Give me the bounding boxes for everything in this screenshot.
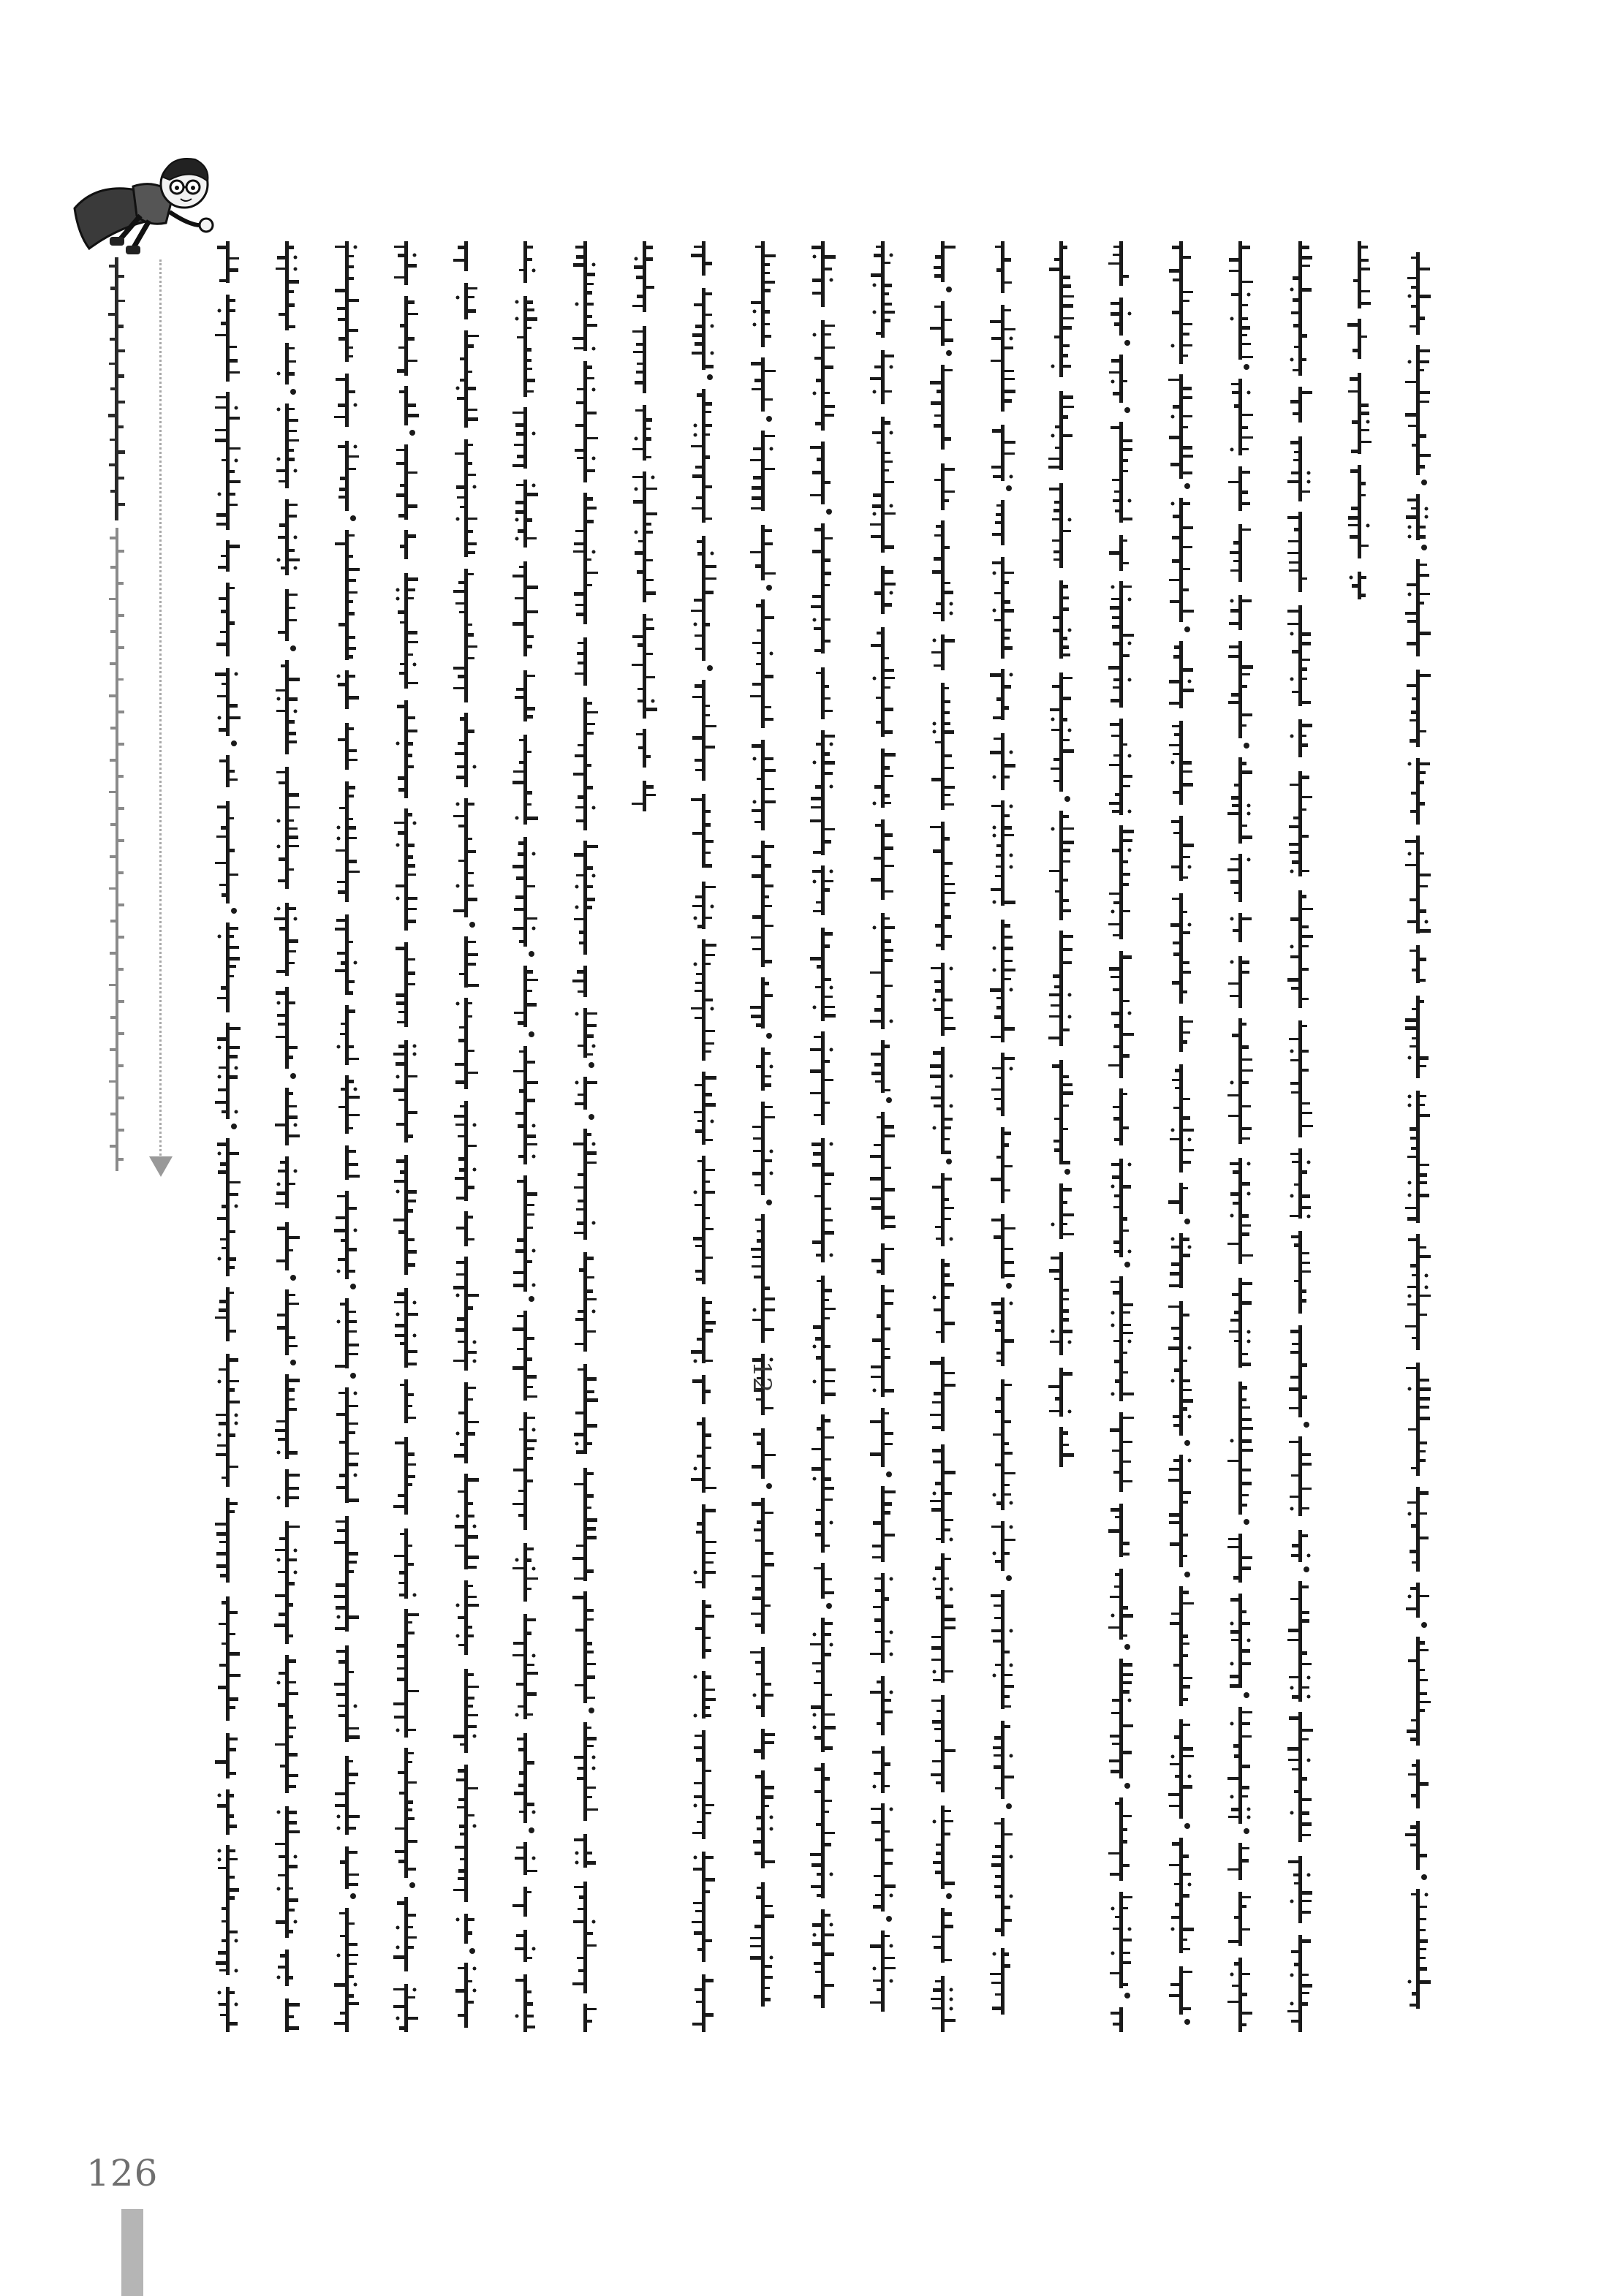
text-column-glyphs (1285, 241, 1317, 2032)
text-column-glyphs (212, 241, 244, 2032)
text-column-glyphs (510, 241, 542, 2032)
running-header-light-text (106, 528, 128, 1171)
text-column (688, 241, 720, 2032)
text-column-glyphs (1402, 252, 1434, 2032)
text-column (807, 241, 839, 2032)
running-header-bold-text (106, 257, 128, 520)
text-column-glyphs (390, 241, 423, 2032)
text-column-glyphs (807, 241, 839, 2032)
text-column-glyphs (331, 241, 363, 2032)
text-column-glyphs (747, 241, 779, 2032)
triangle-down-icon (149, 1156, 173, 1177)
text-column-glyphs (1165, 241, 1198, 2032)
text-column (510, 241, 542, 2032)
text-column (212, 241, 244, 2032)
text-column (987, 241, 1019, 2032)
text-column-glyphs (688, 241, 720, 2032)
text-column (1344, 241, 1376, 599)
text-column (1165, 241, 1198, 2032)
text-column (629, 241, 661, 811)
text-column-glyphs (450, 241, 483, 2032)
text-column (390, 241, 423, 2032)
text-column (450, 241, 483, 2032)
text-column-glyphs (927, 241, 959, 2032)
text-column-glyphs (867, 241, 899, 2032)
text-column-glyphs (1225, 241, 1257, 2032)
text-column-glyphs (570, 241, 602, 2032)
side-bar-accent (121, 2209, 143, 2296)
text-column (271, 241, 303, 2032)
text-column (1045, 241, 1078, 1484)
header-divider (159, 259, 162, 1173)
running-header (106, 257, 128, 1171)
text-column (1225, 241, 1257, 2032)
text-column (1402, 252, 1434, 2032)
text-column (1105, 241, 1138, 2032)
text-column-glyphs (1105, 241, 1138, 2032)
text-column (1285, 241, 1317, 2032)
inline-number: 12 (747, 1361, 776, 1393)
text-column-glyphs (1045, 241, 1078, 1484)
text-column (570, 241, 602, 2032)
text-column-glyphs (1344, 241, 1376, 599)
flying-boy-mascot-icon (67, 139, 221, 259)
text-column (927, 241, 959, 2032)
text-column (747, 241, 779, 2032)
text-column (867, 241, 899, 2032)
text-column-glyphs (987, 241, 1019, 2032)
text-column (331, 241, 363, 2032)
text-column-glyphs (271, 241, 303, 2032)
text-column-glyphs (629, 241, 661, 811)
page-number: 126 (86, 2152, 159, 2194)
